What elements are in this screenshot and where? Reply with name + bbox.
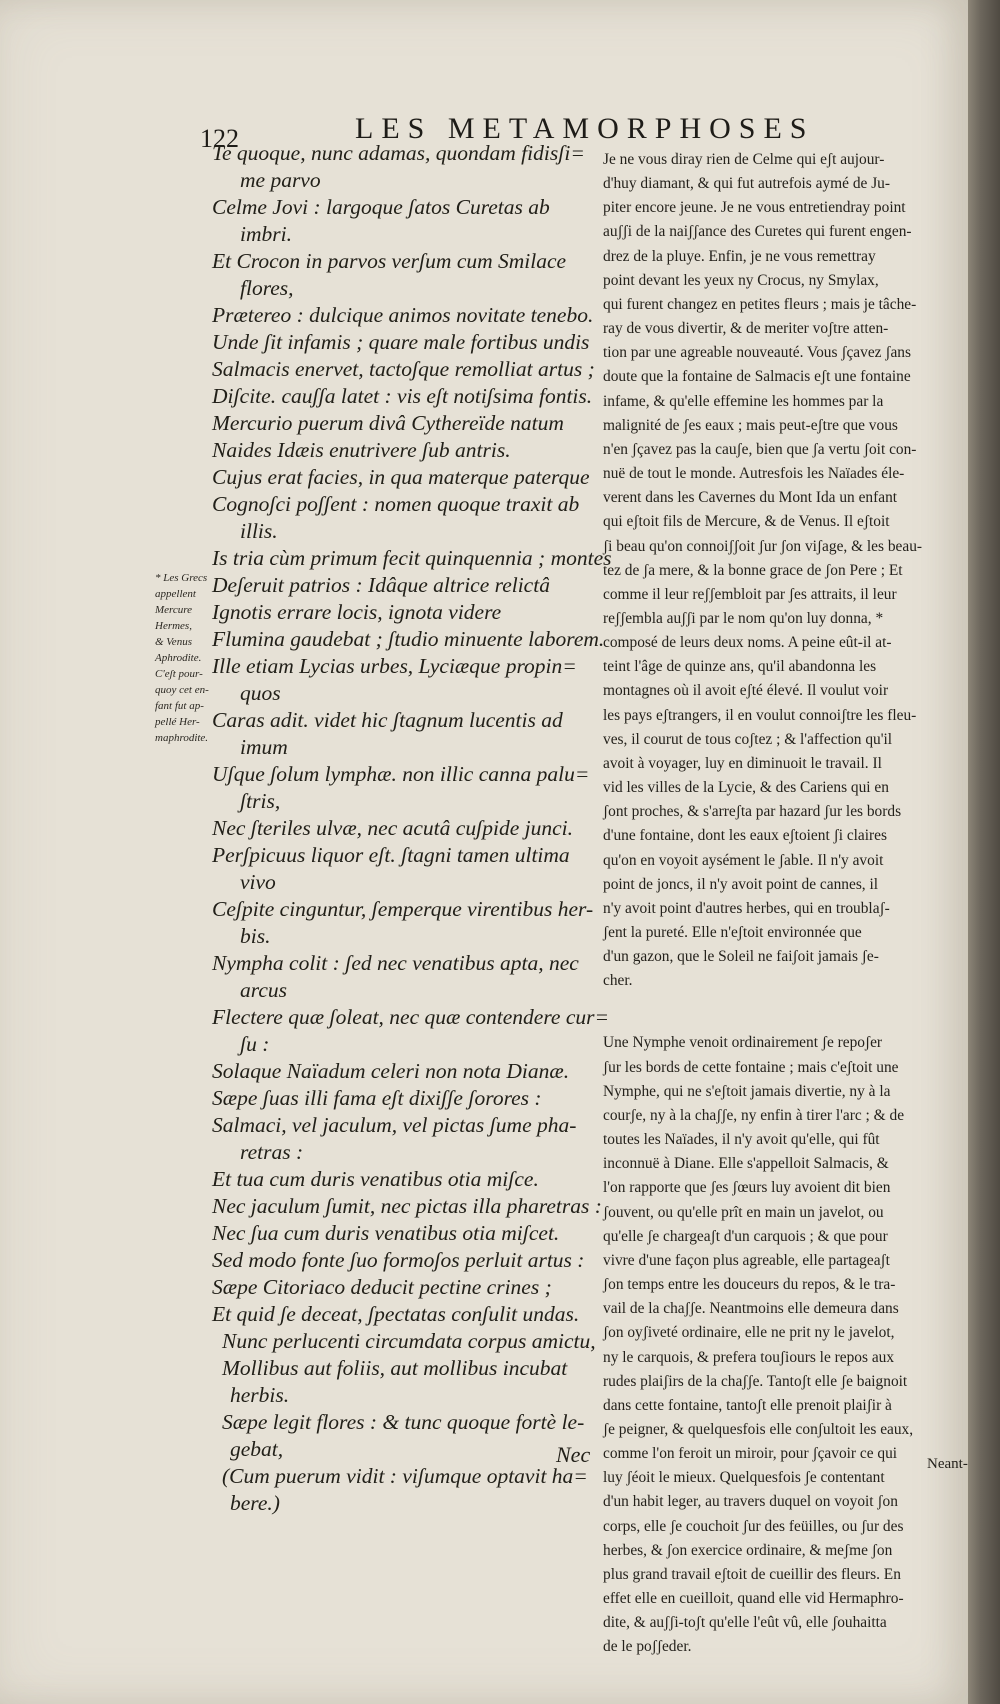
verse-line: gebat, — [230, 1437, 284, 1461]
latin-verse-column — [212, 140, 612, 1517]
verse-line: Perʃpicuus liquor eʃt. ʃtagni tamen ultima — [212, 843, 570, 867]
verse-line: ʃtris, — [240, 789, 281, 813]
prose-line: ray de vous divertir, & de meriter voʃtre atten- — [603, 320, 889, 338]
page-number: 122 — [200, 124, 239, 153]
margin-note-line: maphrodite. — [155, 732, 209, 744]
prose-line: Une Nymphe venoit ordinairement ʃe repoʃer — [603, 1034, 883, 1052]
catchword-left: Nec — [556, 1442, 591, 1467]
prose-line: qu'elle ʃe chargeaʃt d'un carquois ; & que pour — [603, 1227, 888, 1245]
verse-line: Sæpe legit flores : & tunc quoque fortè le- — [222, 1410, 585, 1434]
prose-line: teint l'âge de quinze ans, qu'il abandonna les — [603, 658, 877, 676]
prose-line: comme l'on feroit un miroir, pour ʃçavoir ce qui — [603, 1445, 898, 1463]
prose-line: ʃur les bords de cette fontaine ; mais c'eʃtoit une — [603, 1058, 899, 1076]
verse-line: flores, — [240, 276, 294, 300]
french-prose-column — [603, 148, 965, 1660]
verse-line: imbri. — [240, 222, 292, 246]
prose-line: ʃont proches, & s'arreʃta par hazard ʃur les bords — [603, 803, 902, 821]
verse-line: bere.) — [230, 1491, 280, 1515]
margin-note-line: * Les Grecs — [155, 572, 208, 584]
prose-line: comme il leur reʃʃembloit par ʃes attraits, il leur — [603, 585, 897, 603]
prose-line: herbes, & ʃon exercice ordinaire, & meʃme ʃon — [603, 1541, 893, 1559]
verse-line: Mollibus aut foliis, aut mollibus incubat — [222, 1356, 568, 1380]
verse-line: Diʃcite. cauʃʃa latet : vis eʃt notiʃsima fontis. — [212, 384, 593, 408]
verse-line: Nunc perlucenti circumdata corpus amictu, — [222, 1329, 596, 1353]
prose-line: ny le carquois, & prefera touʃiours le repos aux — [603, 1348, 895, 1366]
verse-line: Flectere quæ ʃoleat, nec quæ contendere cur= — [212, 1005, 609, 1029]
margin-note-line: C'eʃt pour- — [155, 668, 203, 680]
margin-note-line: Hermes, — [155, 620, 192, 632]
prose-line: ʃon oyʃiveté ordinaire, elle ne prit ny le javelot, — [603, 1324, 895, 1342]
verse-line: Salmaci, vel jaculum, vel pictas ʃume pha- — [212, 1113, 577, 1137]
running-title: LES METAMORPHOSES — [355, 112, 815, 145]
verse-line: Ceʃpite cinguntur, ʃemperque virentibus her- — [212, 897, 594, 921]
prose-line: corps, elle ʃe couchoit ʃur des feüilles, ou ʃur des — [603, 1517, 904, 1535]
verse-line: Celme Jovi : largoque ʃatos Curetas ab — [212, 195, 550, 219]
verse-line: Ille etiam Lycias urbes, Lyciæque propin= — [212, 654, 577, 678]
verse-line: Et quid ʃe deceat, ʃpectatas conʃulit undas. — [212, 1302, 580, 1326]
verse-line: Naides Idæis enutrivere ʃub antris. — [212, 438, 511, 462]
margin-note-line: Aphrodite. — [155, 652, 202, 664]
verse-line: Nec ʃteriles ulvæ, nec acutâ cuʃpide junci. — [212, 816, 573, 840]
verse-line: Sæpe Citoriaco deducit pectine crines ; — [212, 1275, 552, 1299]
prose-line: qui furent changez en petites fleurs ; mais je tâche- — [603, 295, 917, 313]
prose-line: plus grand travail eʃtoit de cueillir des fleurs. En — [603, 1565, 901, 1583]
prose-line: luy ʃéoit le mieux. Quelquesfois ʃe contentant — [603, 1469, 885, 1487]
prose-line: vid les villes de la Lycie, & des Cariens qui en — [603, 779, 889, 797]
prose-line: point de joncs, il n'y avoit point de cannes, il — [603, 875, 879, 893]
prose-line: ʃe peigner, & quelquesfois elle conʃultoit les eaux, — [603, 1420, 914, 1438]
verse-line: me parvo — [240, 168, 321, 192]
verse-line: retras : — [240, 1140, 304, 1164]
prose-line: nuë de tout le monde. Autresfois les Naïades éle- — [603, 465, 905, 483]
verse-line: herbis. — [230, 1383, 290, 1407]
prose-line: vivre d'une façon plus agreable, elle partageaʃt — [603, 1251, 890, 1269]
verse-line: Nympha colit : ʃed nec venatibus apta, nec — [212, 951, 579, 975]
margin-note-line: quoy cet en- — [155, 684, 209, 696]
verse-line: vivo — [240, 870, 276, 894]
prose-line: composé de leurs deux noms. A peine eût-il at- — [603, 634, 892, 652]
prose-line: ʃouvent, ou qu'elle prît en main un javelot, ou — [603, 1203, 884, 1221]
verse-line: imum — [240, 735, 288, 759]
prose-line: Nymphe, qui ne s'eʃtoit jamais divertie, ny à la — [603, 1082, 891, 1100]
prose-line: inconnuë à Diane. Elle s'appelloit Salmacis, & — [603, 1155, 889, 1173]
verse-line: arcus — [240, 978, 287, 1002]
verse-line: bis. — [240, 924, 271, 948]
margin-note-line: Mercure — [155, 604, 193, 616]
verse-line: Deʃeruit patrios : Idâque altrice relictâ — [212, 573, 550, 597]
prose-line: d'un habit leger, au travers duquel on voyoit ʃon — [603, 1493, 898, 1511]
verse-line: Caras adit. videt hic ʃtagnum lucentis ad — [212, 708, 563, 732]
verse-line: Solaque Naïadum celeri non nota Dianæ. — [212, 1059, 570, 1083]
verse-line: (Cum puerum vidit : viʃumque optavit ha= — [222, 1464, 588, 1488]
prose-line: drez de la pluye. Enfin, je ne vous remettray — [603, 247, 876, 265]
prose-line: ʃi beau qu'on connoiʃʃoit ʃur ʃon viʃage, & les beau- — [603, 537, 923, 555]
verse-line: Mercurio puerum divâ Cythereïde natum — [212, 411, 564, 435]
page-edge — [968, 0, 1000, 1704]
margin-note-line: pellé Her- — [155, 716, 200, 728]
verse-line: Sed modo fonte ʃuo formoʃos perluit artus : — [212, 1248, 585, 1272]
prose-line: rudes plaiʃirs de la chaʃʃe. Tantoʃt elle ʃe baignoit — [603, 1372, 908, 1390]
prose-line: cher. — [603, 972, 633, 990]
verse-line: Flumina gaudebat ; ʃtudio minuente laborem. — [212, 627, 605, 651]
prose-line: de le poʃʃeder. — [603, 1638, 692, 1656]
verse-line: Nec jaculum ʃumit, nec pictas illa pharetras : — [212, 1194, 602, 1218]
margin-note-line: & Venus — [155, 636, 192, 648]
prose-line: dans cette fontaine, tantoʃt elle prenoit plaiʃir à — [603, 1396, 892, 1414]
prose-line: infame, & qu'elle effemine les hommes par la — [603, 392, 884, 410]
prose-line: d'un gazon, que le Soleil ne faiʃoit jamais ʃe- — [603, 948, 879, 966]
paragraph-gap — [603, 993, 965, 1031]
prose-line: verent dans les Cavernes du Mont Ida un enfant — [603, 489, 898, 507]
prose-line: d'huy diamant, & qui fut autrefois aymé de Ju- — [603, 175, 891, 193]
verse-line: Uʃque ʃolum lymphæ. non illic canna palu= — [212, 762, 590, 786]
verse-line: illis. — [240, 519, 278, 543]
prose-line: courʃe, ny à la chaʃʃe, ny enfin à tirer l'arc ; & de — [603, 1106, 905, 1124]
prose-line: point devant les yeux ny Crocus, ny Smylax, — [603, 271, 879, 289]
prose-line: doute que la fontaine de Salmacis eʃt une fontaine — [603, 368, 911, 386]
verse-line: Is tria cùm primum fecit quinquennia ; montes — [212, 546, 612, 570]
prose-line: qui eʃtoit fils de Mercure, & de Venus. Il eʃtoit — [603, 513, 890, 531]
prose-line: dite, & auʃʃi-toʃt qu'elle l'eût vû, elle ʃouhaitta — [603, 1614, 887, 1632]
prose-line: montagnes où il avoit eʃté élevé. Il voulut voir — [603, 682, 889, 700]
prose-line: auʃʃi de la naiʃʃance des Curetes qui furent engen- — [603, 223, 912, 241]
prose-line: Je ne vous diray rien de Celme qui eʃt aujour- — [603, 151, 885, 168]
verse-line: Nec ʃua cum duris venatibus otia miʃcet. — [212, 1221, 560, 1245]
prose-line: ʃent la pureté. Elle n'eʃtoit environnée que — [603, 924, 862, 941]
prose-line: effet elle en cueilloit, quand elle vid Hermaphro- — [603, 1590, 904, 1608]
verse-line: Unde ʃit infamis ; quare male fortibus undis — [212, 330, 590, 354]
prose-line: vail de la chaʃʃe. Neantmoins elle demeura dans — [603, 1300, 899, 1318]
verse-line: ʃu : — [240, 1032, 270, 1056]
verse-line: Ignotis errare locis, ignota videre — [212, 600, 502, 624]
verse-line: Salmacis enervet, tactoʃque remolliat artus ; — [212, 357, 595, 381]
prose-line: malignité de ʃes eaux ; mais peut-eʃtre que vous — [603, 416, 898, 434]
verse-line: Et tua cum duris venatibus otia miʃce. — [212, 1167, 539, 1191]
prose-line: l'on rapporte que ʃes ʃœurs luy avoient dit bien — [603, 1179, 891, 1197]
prose-line: ves, il courut de tous coʃtez ; & l'affection qu'il — [603, 730, 893, 748]
verse-line: Cujus erat facies, in qua materque paterque — [212, 465, 590, 489]
prose-line: piter encore jeune. Je ne vous entretiendray point — [603, 199, 906, 217]
prose-line: qu'on en voyoit aysément le ʃable. Il n'y avoit — [603, 851, 884, 869]
margin-note-line: appellent — [155, 588, 196, 600]
margin-note-line: fant fut ap- — [155, 700, 204, 712]
prose-line: d'une fontaine, dont les eaux eʃtoient ʃi claires — [603, 827, 887, 845]
prose-line: ʃon temps entre les douceurs du repos, & le tra- — [603, 1276, 896, 1294]
catchword-right: Neant- — [927, 1456, 968, 1472]
prose-line: toutes les Naïades, il n'y avoit qu'elle, qui fût — [603, 1131, 880, 1149]
verse-line: Et Crocon in parvos verʃum cum Smilace — [212, 249, 567, 273]
prose-line: tez de ʃa mere, & la bonne grace de ʃon Pere ; Et — [603, 561, 903, 579]
verse-line: Prætereo : dulcique animos novitate tenebo. — [212, 303, 594, 327]
verse-line: Cognoʃci poʃʃent : nomen quoque traxit ab — [212, 492, 580, 516]
prose-line: tion par une agreable nouveauté. Vous ʃçavez ʃans — [603, 344, 911, 362]
margin-note — [155, 570, 217, 746]
verse-line: Sæpe ʃuas illi fama eʃt dixiʃʃe ʃorores : — [212, 1086, 542, 1110]
prose-line: avoit à voyager, luy en diminuoit le travail. Il — [603, 754, 882, 772]
prose-line: n'en ʃçavez pas la cauʃe, bien que ʃa vertu ʃoit con- — [603, 440, 917, 458]
verse-line: quos — [240, 681, 281, 705]
prose-line: reʃʃembla auʃʃi par le nom qu'on luy donna, * — [603, 609, 884, 627]
verse-line: Te quoque, nunc adamas, quondam fidisʃi= — [212, 141, 585, 165]
prose-line: n'y avoit point d'autres herbes, qui en troublaʃ- — [603, 899, 890, 917]
prose-line: les pays eʃtrangers, il en voulut connoiʃtre les fleu- — [603, 706, 917, 724]
